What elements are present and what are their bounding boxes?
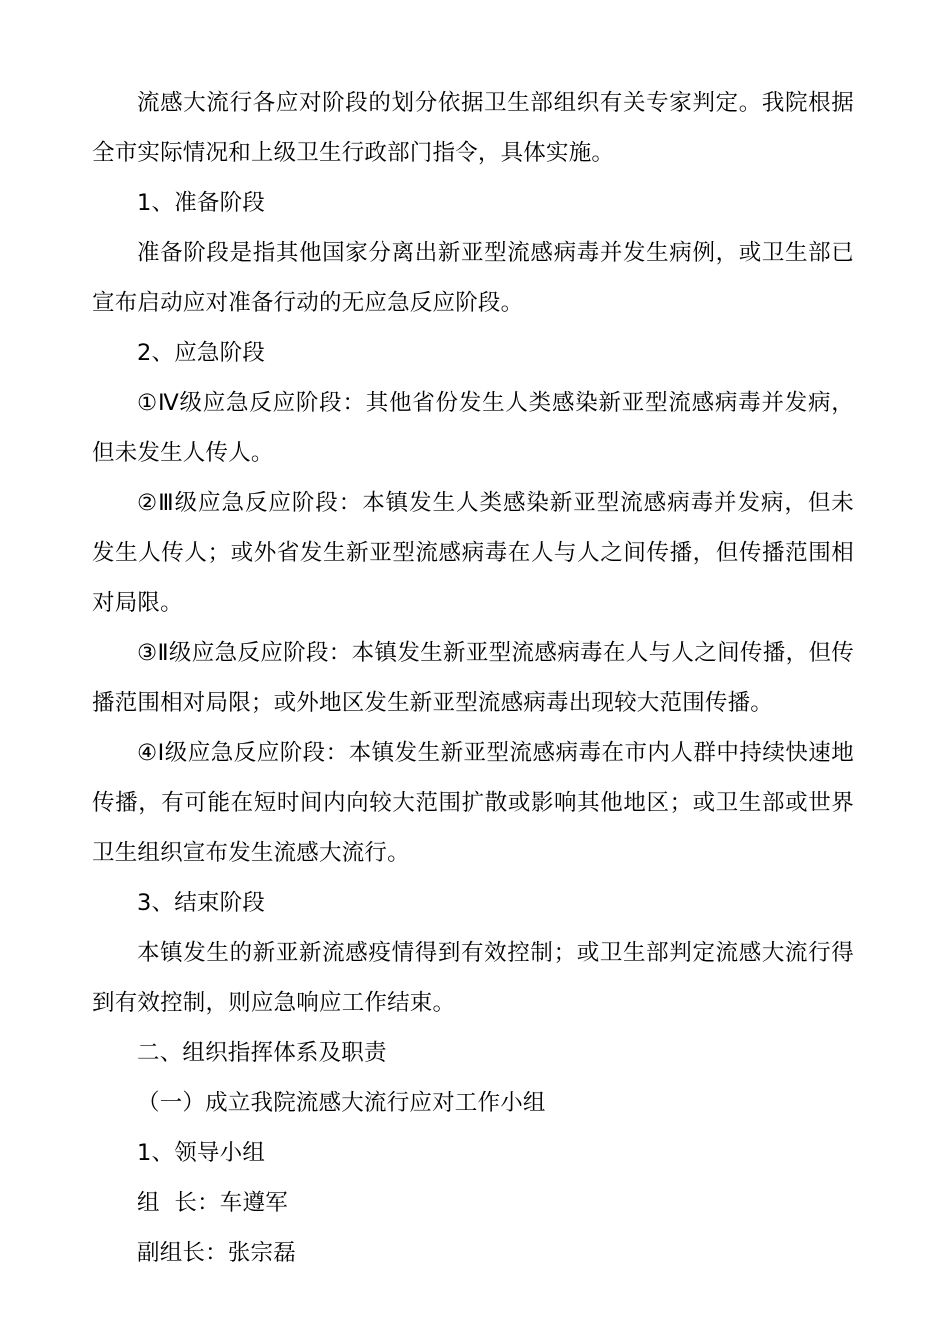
heading-preparation-stage: 1、准备阶段 xyxy=(137,190,266,216)
paragraph-stage-division: 流感大流行各应对阶段的划分依据卫生部组织有关专家判定。我院根据全市实际情况和上级卫生行政部门指令，具体实施。 xyxy=(92,90,854,166)
paragraph-level-1: ④Ⅰ级应急反应阶段：本镇发生新亚型流感病毒在市内人群中持续快速地传播，有可能在短时间内向较大范围扩散或影响其他地区；或卫生部或世界卫生组织宣布发生流感大流行。 xyxy=(92,740,854,866)
paragraph-preparation-stage: 准备阶段是指其他国家分离出新亚型流感病毒并发生病例，或卫生部已宣布启动应对准备行动的无应急反应阶段。 xyxy=(92,240,854,316)
leader-line: 组 长：车遵军 xyxy=(137,1190,288,1216)
heading-emergency-stage: 2、应急阶段 xyxy=(137,340,266,366)
deputy-leader-line: 副组长：张宗磊 xyxy=(137,1240,296,1266)
heading-end-stage: 3、结束阶段 xyxy=(137,890,266,916)
paragraph-level-2: ③Ⅱ级应急反应阶段：本镇发生新亚型流感病毒在人与人之间传播，但传播范围相对局限；或外地区发生新亚型流感病毒出现较大范围传播。 xyxy=(92,640,854,716)
heading-organization: 二、组织指挥体系及职责 xyxy=(137,1040,387,1066)
subheading-working-group: （一）成立我院流感大流行应对工作小组 xyxy=(137,1090,546,1116)
paragraph-level-4: ①Ⅳ级应急反应阶段：其他省份发生人类感染新亚型流感病毒并发病，但未发生人传人。 xyxy=(92,390,854,466)
heading-leadership-group: 1、领导小组 xyxy=(137,1140,266,1166)
paragraph-end-stage: 本镇发生的新亚新流感疫情得到有效控制；或卫生部判定流感大流行得到有效控制，则应急响应工作结束。 xyxy=(92,940,854,1016)
document-page xyxy=(92,78,854,1278)
paragraph-level-3: ②Ⅲ级应急反应阶段：本镇发生人类感染新亚型流感病毒并发病，但未发生人传人；或外省发生新亚型流感病毒在人与人之间传播，但传播范围相对局限。 xyxy=(92,490,854,616)
